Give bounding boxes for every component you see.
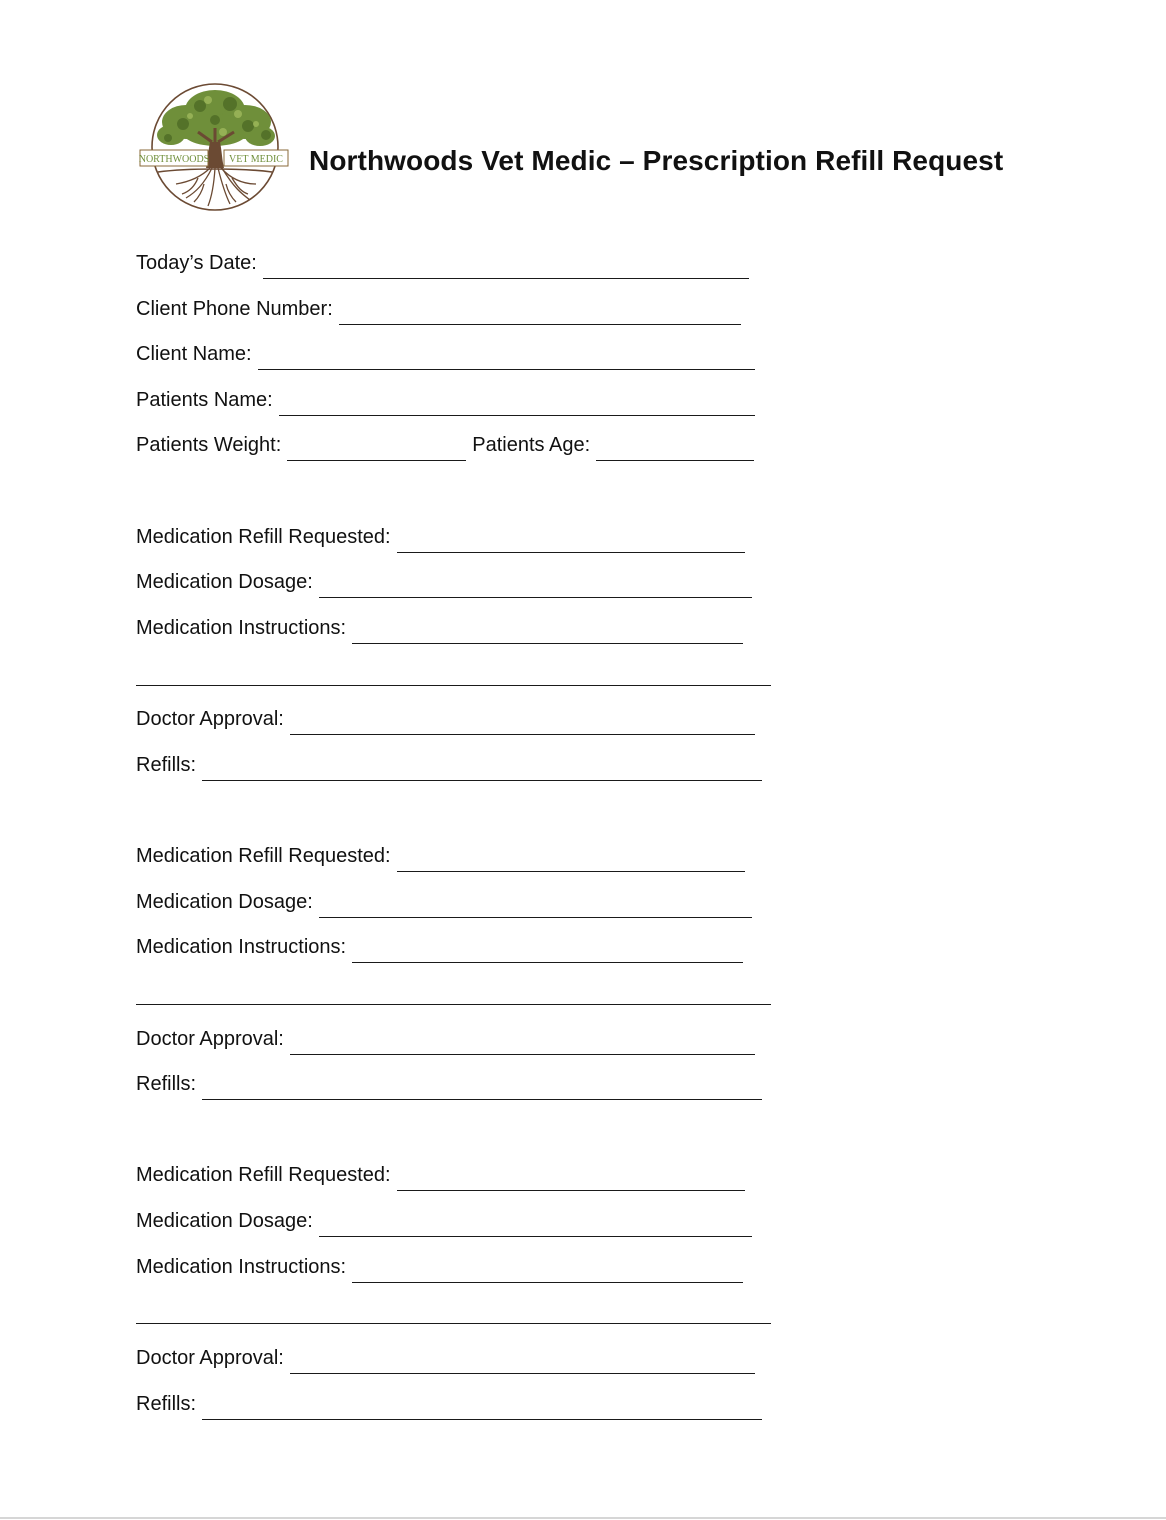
med3-refills-row (136, 1390, 762, 1420)
med1-doctor-approval-label: Doctor Approval: (136, 708, 284, 730)
med1-refills-label: Refills: (136, 754, 197, 776)
med1-refill-requested-label: Medication Refill Requested: (136, 526, 391, 548)
med2-instructions-field[interactable] (352, 940, 743, 963)
med3-instructions-label: Medication Instructions: (136, 1256, 347, 1278)
med3-refills-label: Refills: (136, 1393, 197, 1415)
med2-instructions-continuation-line[interactable] (136, 1004, 771, 1005)
patients-age-label: Patients Age: (472, 434, 591, 456)
med2-doctor-approval-row (136, 1025, 755, 1055)
med3-refills-field[interactable] (202, 1397, 762, 1420)
med3-refill-requested-label: Medication Refill Requested: (136, 1164, 391, 1186)
page-bottom-divider (0, 1517, 1166, 1519)
oak-tree-logo-icon (138, 80, 292, 214)
med3-dosage-row (136, 1207, 752, 1237)
med2-refills-field[interactable] (202, 1077, 762, 1100)
patients-name-field[interactable] (279, 393, 755, 416)
med2-doctor-approval-field[interactable] (290, 1032, 755, 1055)
med3-dosage-label: Medication Dosage: (136, 1210, 313, 1232)
med2-instructions-row (136, 933, 743, 963)
med1-refills-row (136, 751, 762, 781)
client-phone-row (136, 295, 741, 325)
client-phone-label: Client Phone Number: (136, 298, 333, 320)
patients-name-label: Patients Name: (136, 389, 273, 411)
client-name-field[interactable] (258, 347, 755, 370)
med1-refill-requested-row (136, 523, 745, 553)
patients-weight-field[interactable] (287, 438, 466, 461)
page-title: Northwoods Vet Medic – Prescription Refill Request (309, 145, 1004, 176)
med3-dosage-field[interactable] (319, 1214, 752, 1237)
client-phone-field[interactable] (339, 302, 741, 325)
client-name-row (136, 340, 755, 370)
med2-instructions-label: Medication Instructions: (136, 936, 347, 958)
todays-date-field[interactable] (263, 256, 749, 279)
med3-refill-requested-field[interactable] (397, 1168, 745, 1191)
logo-text-right: VET MEDIC (229, 154, 283, 165)
northwoods-vet-medic-logo (138, 80, 292, 214)
todays-date-row (136, 249, 749, 279)
logo-text-left: NORTHWOODS (138, 154, 210, 165)
todays-date-label: Today’s Date: (136, 252, 257, 274)
med3-instructions-row (136, 1253, 743, 1283)
med1-doctor-approval-row (136, 705, 755, 735)
med1-instructions-row (136, 614, 743, 644)
med3-refill-requested-row (136, 1161, 745, 1191)
med3-doctor-approval-field[interactable] (290, 1351, 755, 1374)
med1-dosage-field[interactable] (319, 575, 752, 598)
med2-doctor-approval-label: Doctor Approval: (136, 1028, 284, 1050)
med2-dosage-label: Medication Dosage: (136, 891, 313, 913)
med1-doctor-approval-field[interactable] (290, 712, 755, 735)
med2-dosage-row (136, 888, 752, 918)
med2-refill-requested-row (136, 842, 745, 872)
med1-instructions-field[interactable] (352, 621, 743, 644)
med1-instructions-continuation-line[interactable] (136, 685, 771, 686)
med3-doctor-approval-row (136, 1344, 755, 1374)
med2-refills-row (136, 1070, 762, 1100)
patients-age-field[interactable] (596, 438, 754, 461)
med3-doctor-approval-label: Doctor Approval: (136, 1347, 284, 1369)
med2-refills-label: Refills: (136, 1073, 197, 1095)
med1-dosage-row (136, 568, 752, 598)
patients-weight-age-row (136, 431, 754, 461)
patients-name-row (136, 386, 755, 416)
med3-instructions-field[interactable] (352, 1260, 743, 1283)
med1-instructions-label: Medication Instructions: (136, 617, 347, 639)
med3-instructions-continuation-line[interactable] (136, 1323, 771, 1324)
client-name-label: Client Name: (136, 343, 252, 365)
med1-refill-requested-field[interactable] (397, 530, 745, 553)
med2-refill-requested-label: Medication Refill Requested: (136, 845, 391, 867)
patients-weight-label: Patients Weight: (136, 434, 282, 456)
med1-refills-field[interactable] (202, 758, 762, 781)
med2-dosage-field[interactable] (319, 895, 752, 918)
med1-dosage-label: Medication Dosage: (136, 571, 313, 593)
med2-refill-requested-field[interactable] (397, 849, 745, 872)
